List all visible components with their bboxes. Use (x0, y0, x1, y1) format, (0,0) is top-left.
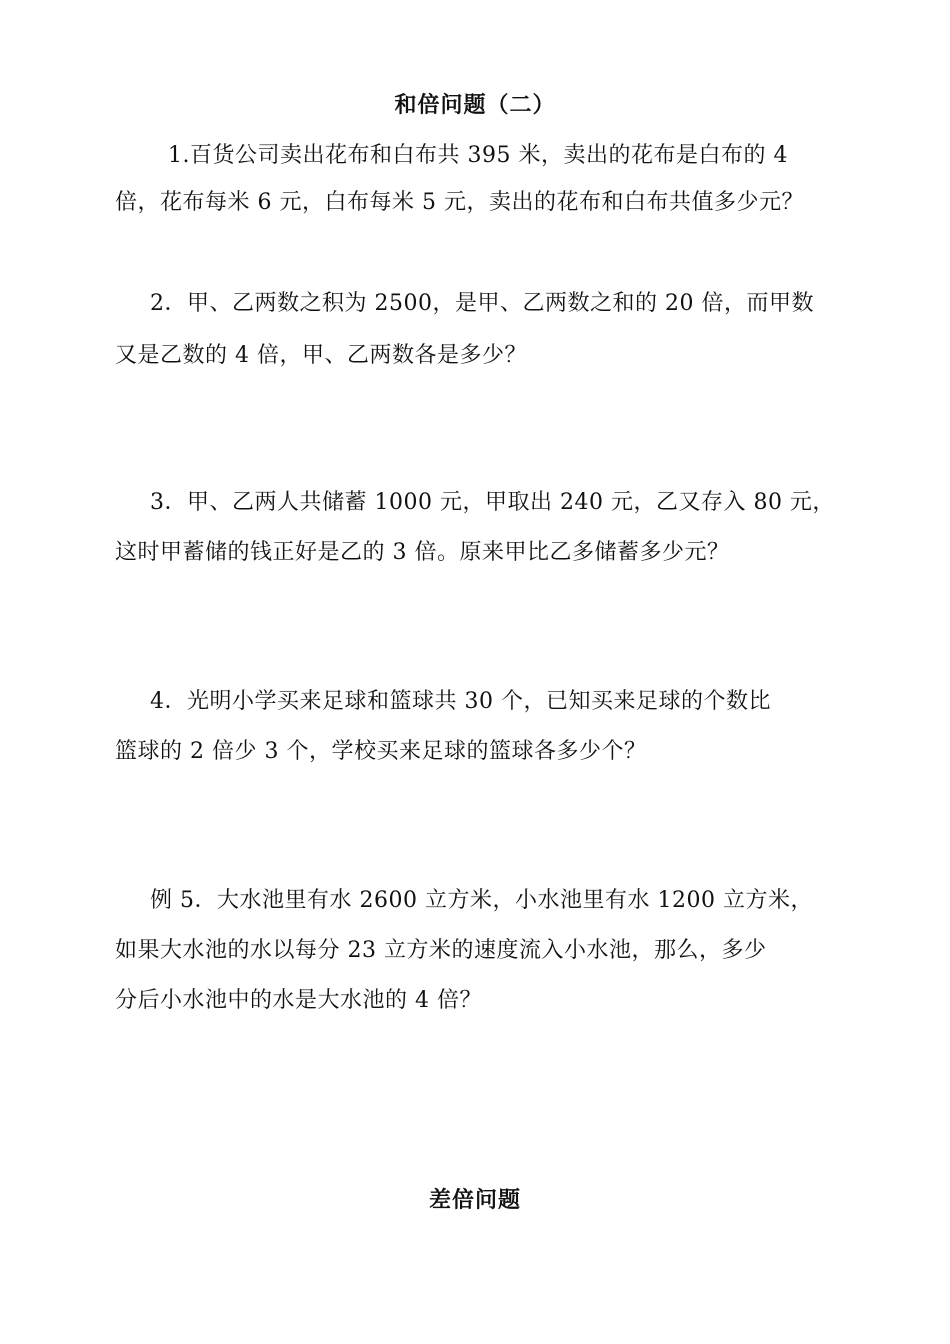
problem-4-line-2: 篮球的 2 倍少 3 个，学校买来足球的篮球各多少个？ (115, 739, 647, 764)
problem-5-line-3: 分后小水池中的水是大水池的 4 倍？ (115, 988, 482, 1013)
problem-5-line-2: 如果大水池的水以每分 23 立方米的速度流入小水池，那么，多少 (115, 938, 767, 963)
problem-1-line-2: 倍，花布每米 6 元，白布每米 5 元，卖出的花布和白布共值多少元？ (115, 190, 804, 215)
problem-3-line-1: 3．甲、乙两人共储蓄 1000 元，甲取出 240 元，乙又存入 80 元， (150, 490, 835, 515)
problem-2-line-2: 又是乙数的 4 倍，甲、乙两数各是多少？ (115, 343, 527, 368)
problem-5-line-1: 例 5．大水池里有水 2600 立方米，小水池里有水 1200 立方米， (150, 888, 813, 913)
problem-3-line-2: 这时甲蓄储的钱正好是乙的 3 倍。原来甲比乙多储蓄多少元？ (115, 540, 730, 565)
problem-1-line-1: 1.百货公司卖出花布和白布共 395 米，卖出的花布是白布的 4 (168, 143, 788, 168)
problem-2-line-1: 2．甲、乙两数之积为 2500，是甲、乙两数之和的 20 倍，而甲数 (150, 291, 814, 316)
page-title: 和倍问题（二） (394, 92, 556, 118)
section-title: 差倍问题 (428, 1187, 521, 1213)
problem-4-line-1: 4．光明小学买来足球和篮球共 30 个，已知买来足球的个数比 (150, 689, 771, 714)
